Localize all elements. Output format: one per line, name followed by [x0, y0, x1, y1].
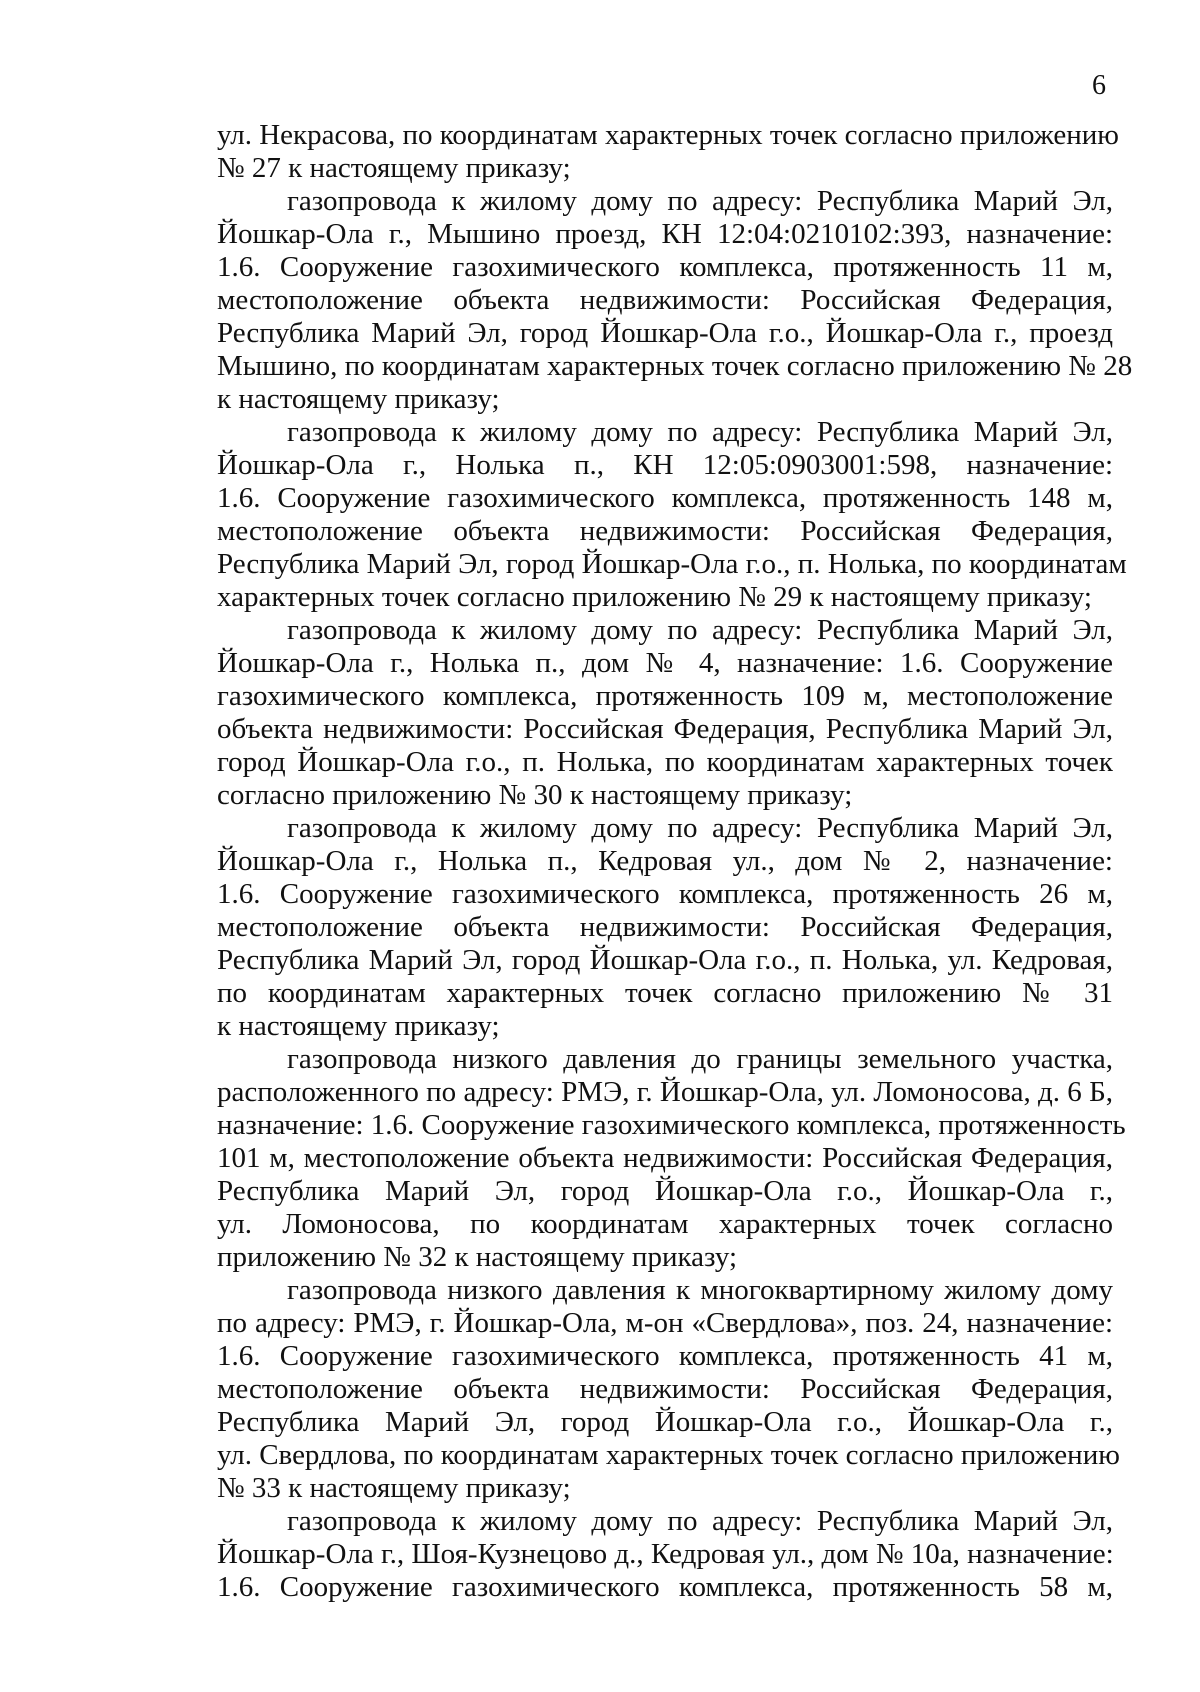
text-line: согласно приложению № 30 к настоящему приказу; [217, 779, 853, 811]
text-line: приложению № 32 к настоящему приказу; [217, 1241, 738, 1273]
text-line: 1.6. Сооружение газохимического комплекса, протяженность 26 м, [217, 878, 1113, 910]
text-line: 1.6. Сооружение газохимического комплекса, протяженность 58 м, [217, 1571, 1113, 1603]
text-line: по координатам характерных точек согласно приложению № 31 [217, 977, 1113, 1009]
text-line: № 33 к настоящему приказу; [217, 1472, 571, 1504]
text-line: 101 м, местоположение объекта недвижимости: Российская Федерация, [217, 1142, 1113, 1174]
text-line: № 27 к настоящему приказу; [217, 152, 571, 184]
text-line: местоположение объекта недвижимости: Российская Федерация, [217, 284, 1113, 316]
text-line: к настоящему приказу; [217, 1010, 500, 1042]
text-line: объекта недвижимости: Российская Федерация, Республика Марий Эл, [217, 713, 1113, 745]
text-line: ул. Некрасова, по координатам характерных точек согласно приложению [217, 119, 1119, 151]
text-line: Республика Марий Эл, город Йошкар-Ола г.о., Йошкар-Ола г., проезд [217, 317, 1113, 349]
text-line: Мышино, по координатам характерных точек согласно приложению № 28 [217, 350, 1133, 382]
text-line: Республика Марий Эл, город Йошкар-Ола г.о., п. Нолька, ул. Кедровая, [217, 944, 1113, 976]
text-line: ул. Ломоносова, по координатам характерных точек согласно [217, 1208, 1113, 1240]
text-line: местоположение объекта недвижимости: Российская Федерация, [217, 515, 1113, 547]
text-line: местоположение объекта недвижимости: Российская Федерация, [217, 1373, 1113, 1405]
text-line: 1.6. Сооружение газохимического комплекса, протяженность 41 м, [217, 1340, 1113, 1372]
text-line: город Йошкар-Ола г.о., п. Нолька, по координатам характерных точек [217, 746, 1113, 778]
text-line: по адресу: РМЭ, г. Йошкар-Ола, м-он «Свердлова», поз. 24, назначение: [217, 1307, 1113, 1339]
text-line: местоположение объекта недвижимости: Российская Федерация, [217, 911, 1113, 943]
text-line: ул. Свердлова, по координатам характерных точек согласно приложению [217, 1439, 1120, 1471]
text-line: назначение: 1.6. Сооружение газохимического комплекса, протяженность [217, 1109, 1126, 1141]
text-line: газохимического комплекса, протяженность 109 м, местоположение [217, 680, 1113, 712]
text-line: Республика Марий Эл, город Йошкар-Ола г.о., Йошкар-Ола г., [217, 1406, 1113, 1438]
text-line: газопровода низкого давления до границы земельного участка, [287, 1043, 1113, 1075]
document-body [217, 119, 1133, 1604]
text-line: Йошкар-Ола г., Нолька п., КН 12:05:0903001:598, назначение: [217, 449, 1113, 481]
text-line: газопровода низкого давления к многоквартирному жилому дому [287, 1274, 1113, 1306]
text-line: газопровода к жилому дому по адресу: Республика Марий Эл, [287, 1505, 1113, 1537]
text-line: расположенного по адресу: РМЭ, г. Йошкар-Ола, ул. Ломоносова, д. 6 Б, [217, 1076, 1113, 1108]
text-line: Йошкар-Ола г., Нолька п., Кедровая ул., дом № 2, назначение: [217, 845, 1113, 877]
text-line: характерных точек согласно приложению № 29 к настоящему приказу; [217, 581, 1092, 613]
text-line: Республика Марий Эл, город Йошкар-Ола г.о., п. Нолька, по координатам [217, 548, 1127, 580]
text-line: к настоящему приказу; [217, 383, 500, 415]
text-line: газопровода к жилому дому по адресу: Республика Марий Эл, [287, 416, 1113, 448]
text-line: газопровода к жилому дому по адресу: Республика Марий Эл, [287, 185, 1113, 217]
text-line: Республика Марий Эл, город Йошкар-Ола г.о., Йошкар-Ола г., [217, 1175, 1113, 1207]
text-line: 1.6. Сооружение газохимического комплекса, протяженность 11 м, [217, 251, 1113, 283]
text-line: газопровода к жилому дому по адресу: Республика Марий Эл, [287, 614, 1113, 646]
page-number: 6 [1092, 70, 1106, 101]
text-line: Йошкар-Ола г., Шоя-Кузнецово д., Кедровая ул., дом № 10а, назначение: [217, 1538, 1114, 1570]
text-line: Йошкар-Ола г., Мышино проезд, КН 12:04:0210102:393, назначение: [217, 218, 1113, 250]
text-line: Йошкар-Ола г., Нолька п., дом № 4, назначение: 1.6. Сооружение [217, 647, 1113, 679]
text-line: 1.6. Сооружение газохимического комплекса, протяженность 148 м, [217, 482, 1113, 514]
text-line: газопровода к жилому дому по адресу: Республика Марий Эл, [287, 812, 1113, 844]
